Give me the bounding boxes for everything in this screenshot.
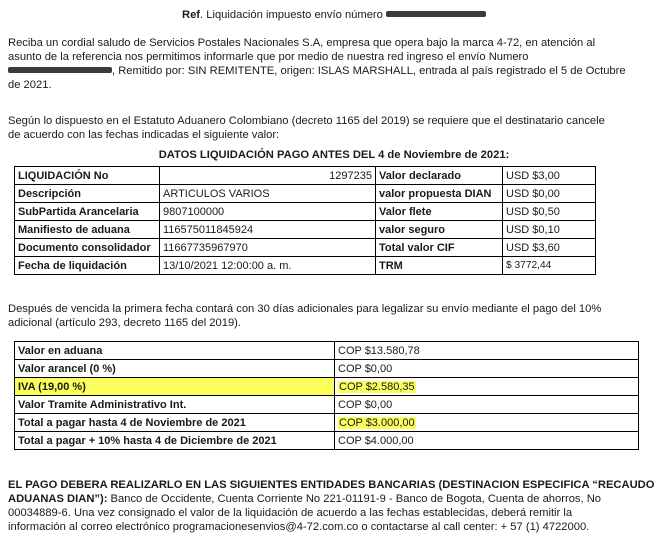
liquidation-label: SubPartida Arancelaria bbox=[15, 203, 160, 221]
intro-line-3 bbox=[8, 64, 658, 78]
intro-paragraph bbox=[8, 36, 658, 92]
payment-value bbox=[335, 396, 639, 414]
payment-row bbox=[15, 414, 639, 432]
liquidation-value: 11667735967970 bbox=[160, 239, 376, 257]
bank-line-1 bbox=[8, 478, 658, 492]
payment-label: Valor Tramite Administrativo Int. bbox=[15, 396, 335, 414]
liquidation-row bbox=[15, 221, 596, 239]
liquidation-label: Fecha de liquidación bbox=[15, 257, 160, 275]
after-due-line-1: Después de vencida la primera fecha contará con 30 días adicionales para legalizar su envío mediante el pago del 10% bbox=[8, 303, 602, 315]
intro-line-3-text: , Remitido por: SIN REMITENTE, origen: ISLAS MARSHALL, entrada al país registrado el 5 de Octubre bbox=[112, 65, 626, 77]
redacted-shipment-number bbox=[8, 67, 112, 73]
liquidation-label-2: TRM bbox=[376, 257, 503, 275]
liquidation-row bbox=[15, 185, 596, 203]
payment-value-text: COP $4.000,00 bbox=[338, 434, 414, 447]
reference-line bbox=[0, 8, 668, 22]
payment-value-text: COP $3.000,00 bbox=[339, 416, 415, 429]
liquidation-row bbox=[15, 257, 596, 275]
bank-line-2 bbox=[8, 492, 658, 506]
liquidation-value: 1297235 bbox=[160, 167, 376, 185]
payment-row bbox=[15, 360, 639, 378]
liquidation-value-2: $ 3772,44 bbox=[503, 257, 596, 275]
payment-value-text: COP $0,00 bbox=[338, 362, 393, 375]
payment-value-text: COP $2.580,35 bbox=[339, 380, 415, 393]
section-title: DATOS LIQUIDACIÓN PAGO ANTES DEL 4 de Noviembre de 2021: bbox=[158, 149, 510, 161]
liquidation-value-2: USD $0,10 bbox=[503, 221, 596, 239]
liquidation-label-2: Valor flete bbox=[376, 203, 503, 221]
liquidation-label-2: Valor declarado bbox=[376, 167, 503, 185]
liquidation-label: Descripción bbox=[15, 185, 160, 203]
after-due-line-2: adicional (artículo 293, decreto 1165 del 2019). bbox=[8, 317, 242, 329]
liquidation-label: LIQUIDACIÓN No bbox=[15, 167, 160, 185]
liquidation-label-2: Total valor CIF bbox=[376, 239, 503, 257]
payment-label: Valor en aduana bbox=[15, 342, 335, 360]
payment-value-text: COP $13.580,78 bbox=[338, 344, 420, 357]
payment-value bbox=[335, 432, 639, 450]
payment-row bbox=[15, 378, 639, 396]
liquidation-value-2: USD $0,00 bbox=[503, 185, 596, 203]
liquidation-value: 116575011845924 bbox=[160, 221, 376, 239]
liquidation-value-2: USD $3,60 bbox=[503, 239, 596, 257]
bank-line-2-bold: ADUANAS DIAN”): bbox=[8, 493, 108, 505]
liquidation-value: 13/10/2021 12:00:00 a. m. bbox=[160, 257, 376, 275]
payment-value bbox=[335, 378, 639, 396]
liquidation-label-2: valor seguro bbox=[376, 221, 503, 239]
liquidation-label: Documento consolidador bbox=[15, 239, 160, 257]
payment-value-text: COP $0,00 bbox=[338, 398, 393, 411]
statute-paragraph bbox=[8, 114, 658, 142]
payment-label: Total a pagar hasta 4 de Noviembre de 2021 bbox=[15, 414, 335, 432]
payment-value bbox=[335, 360, 639, 378]
intro-line-2 bbox=[8, 50, 658, 64]
ref-label: Ref bbox=[182, 9, 201, 21]
liquidation-row bbox=[15, 239, 596, 257]
intro-line-2-text: asunto de la referencia nos permitimos informarle que por medio de nuestra red ingreso el envío Numero bbox=[8, 51, 529, 63]
bank-line-4: información al correo electrónico programacionesenvios@4-72.com.co o contactarse al call center: + 57 (1) 4722000. bbox=[8, 521, 590, 533]
payment-value bbox=[335, 414, 639, 432]
liquidation-label-2: valor propuesta DIAN bbox=[376, 185, 503, 203]
payment-row bbox=[15, 432, 639, 450]
liquidation-row bbox=[15, 167, 596, 185]
payment-label: Valor arancel (0 %) bbox=[15, 360, 335, 378]
bank-instructions-paragraph bbox=[8, 478, 658, 534]
payment-label: Total a pagar + 10% hasta 4 de Diciembre de 2021 bbox=[15, 432, 335, 450]
payment-row bbox=[15, 342, 639, 360]
liquidation-label: Manifiesto de aduana bbox=[15, 221, 160, 239]
intro-line-4: de 2021. bbox=[8, 79, 52, 91]
intro-line-1: Reciba un cordial saludo de Servicios Postales Nacionales S.A, empresa que opera bajo la marca 4-72, en atención al bbox=[8, 37, 596, 49]
bank-line-2-text: Banco de Occidente, Cuenta Corriente No 221-01191-9 - Banco de Bogota, Cuenta de ahorros, No bbox=[107, 493, 602, 505]
bank-line-3: 00034889-6. Una vez consignado el valor de la liquidación de acuerdo a las fechas establecidas, deberá remitir la bbox=[8, 507, 573, 519]
statute-line-1: Según lo dispuesto en el Estatuto Aduanero Colombiano (decreto 1165 del 2019) se requiere que el destinatario cancele bbox=[8, 115, 605, 127]
ref-text: . Liquidación impuesto envío número bbox=[200, 9, 383, 21]
after-due-paragraph bbox=[8, 302, 658, 330]
liquidation-value: 9807100000 bbox=[160, 203, 376, 221]
payment-table bbox=[14, 341, 639, 450]
liquidation-table bbox=[14, 166, 596, 275]
redacted-tracking-number bbox=[386, 11, 486, 17]
liquidation-value: ARTICULOS VARIOS bbox=[160, 185, 376, 203]
statute-line-2: de acuerdo con las fechas indicadas el siguiente valor: bbox=[8, 129, 280, 141]
liquidation-value-2: USD $3,00 bbox=[503, 167, 596, 185]
bank-line-1-bold: EL PAGO DEBERA REALIZARLO EN LAS SIGUIENTES ENTIDADES BANCARIAS (DESTINACION ESPECIFICA “RECAUDO bbox=[8, 479, 655, 491]
payment-label: IVA (19,00 %) bbox=[15, 378, 335, 396]
liquidation-value-2: USD $0,50 bbox=[503, 203, 596, 221]
payment-value bbox=[335, 342, 639, 360]
payment-row bbox=[15, 396, 639, 414]
liquidation-row bbox=[15, 203, 596, 221]
